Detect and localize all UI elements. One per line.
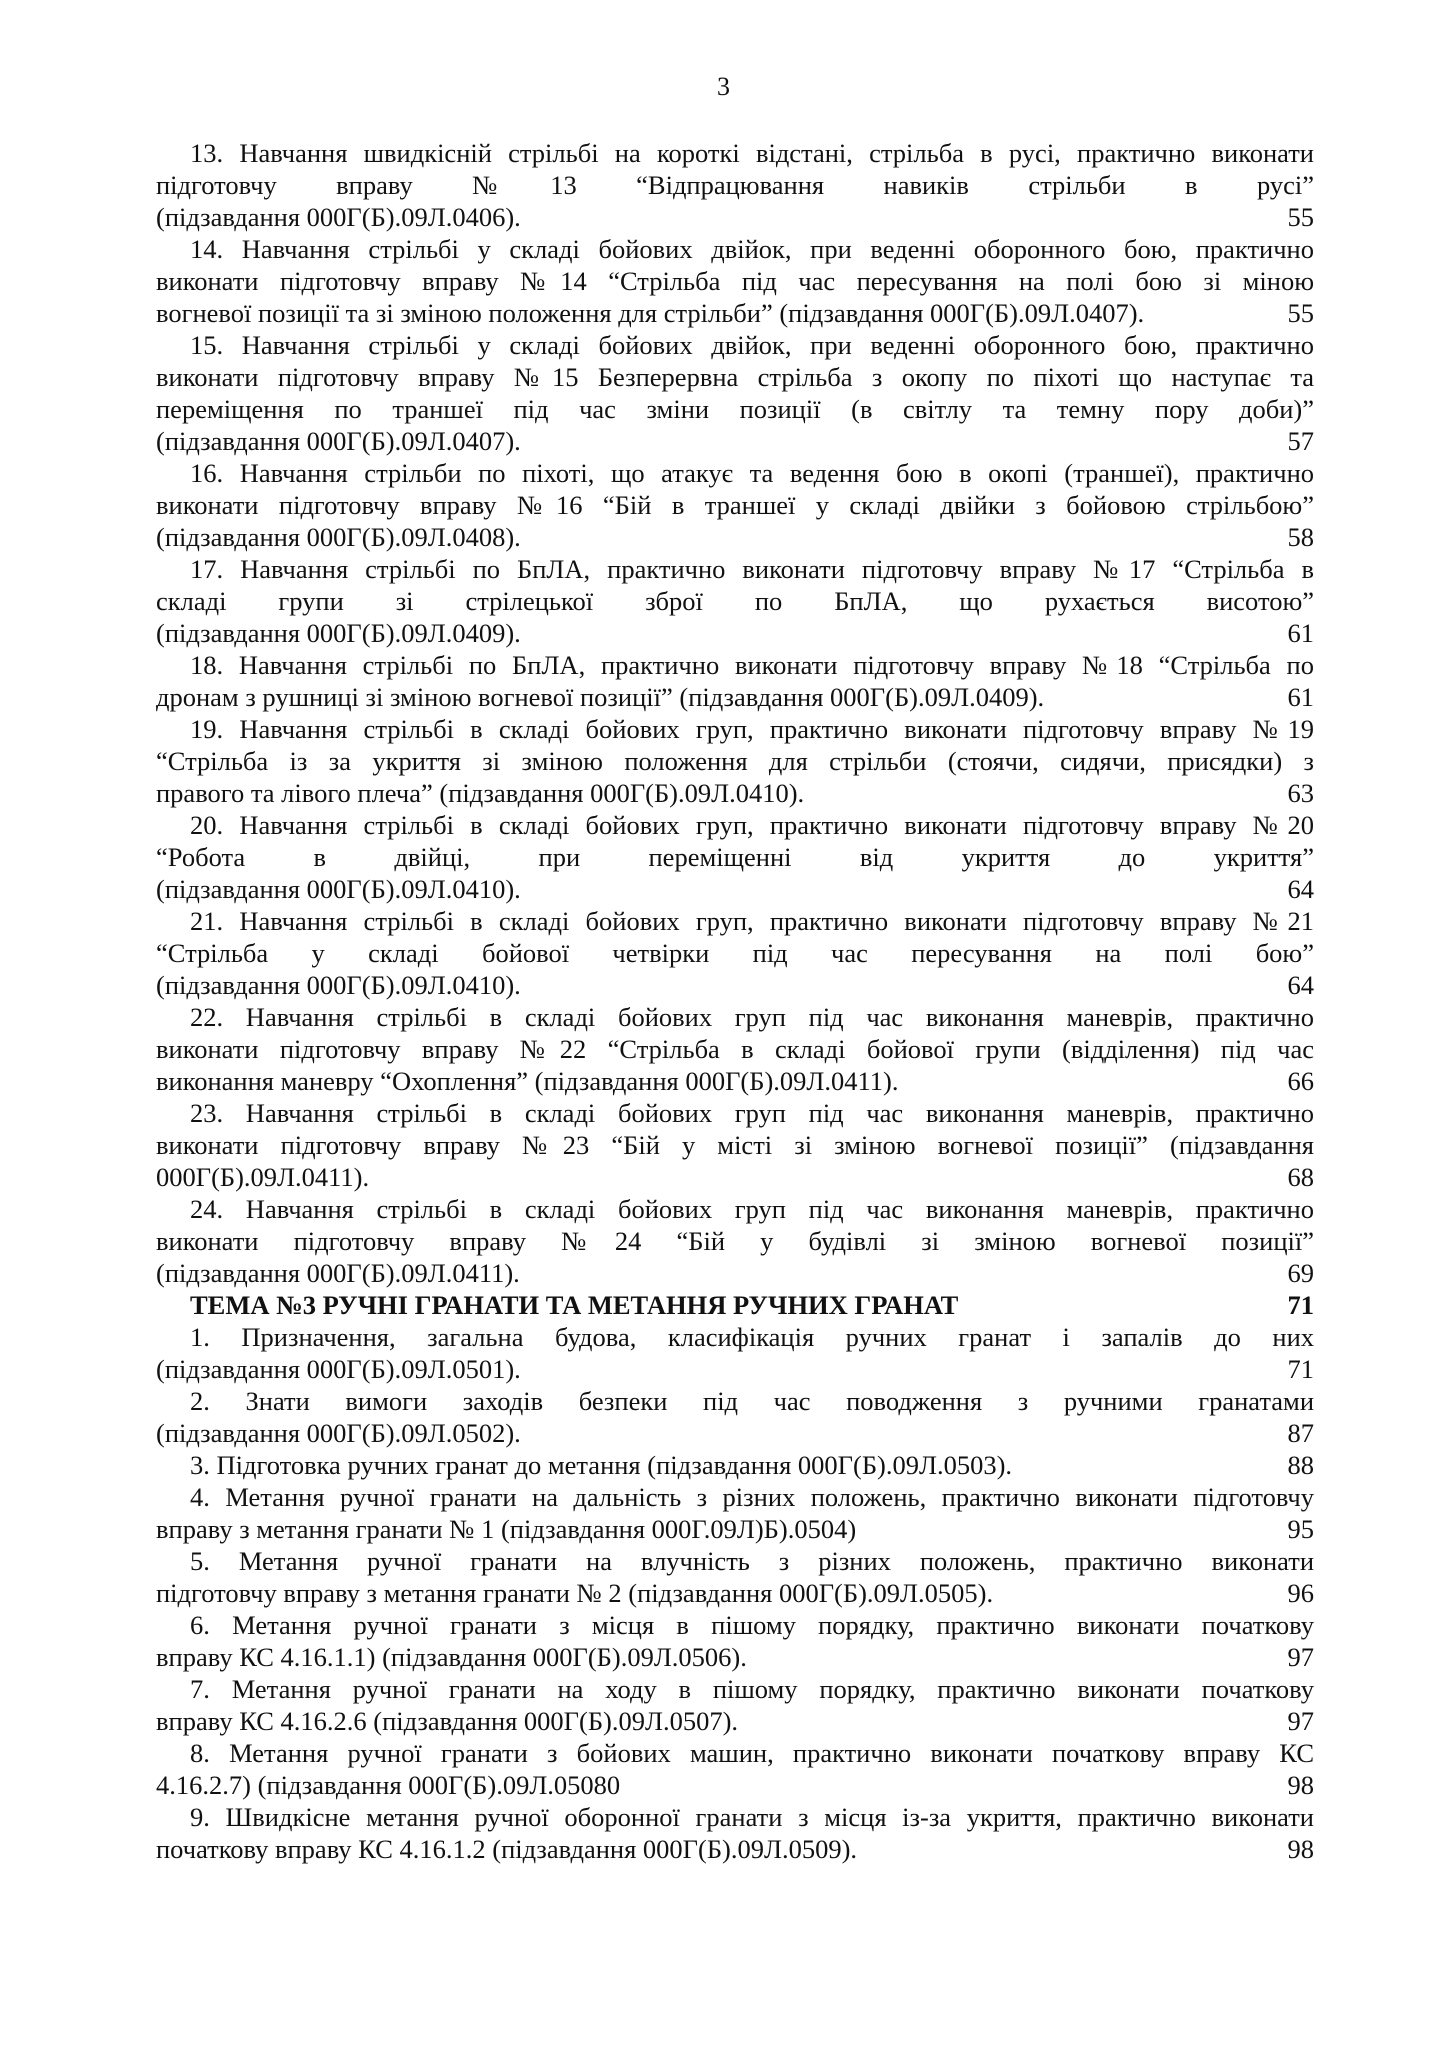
toc-entry-page: 68 bbox=[1287, 1162, 1314, 1192]
toc-entry-text: 000Г(Б).09Л.0411). bbox=[156, 1162, 370, 1192]
toc-entry-last-line bbox=[156, 969, 1314, 1001]
toc-entry-line: 18. Навчання стрільбі по БпЛА, практично виконати підготовчу вправу №18 “Стрільба по bbox=[190, 650, 1314, 680]
toc-entry-last-line bbox=[156, 425, 1314, 457]
toc-entry-line: 13. Навчання швидкісній стрільбі на короткі відстані, стрільба в русі, практично виконати bbox=[190, 138, 1314, 168]
toc-entry-text: вогневої позиції та зі зміною положення для стрільби” (підзавдання 000Г(Б).09Л.0407). bbox=[156, 298, 1145, 328]
toc-entry-last-line bbox=[156, 681, 1314, 713]
toc-entry-page: 88 bbox=[1287, 1450, 1314, 1480]
toc-entry-line: 1. Призначення, загальна будова, класифікація ручних гранат і запалів до них bbox=[190, 1322, 1314, 1352]
toc-entry-last-line bbox=[156, 201, 1314, 233]
toc-entry-text: (підзавдання 000Г(Б).09Л.0411). bbox=[156, 1258, 520, 1288]
toc-entry bbox=[156, 1449, 1314, 1481]
table-of-contents bbox=[156, 137, 1314, 1865]
toc-entry-last-line bbox=[156, 1513, 1314, 1545]
toc-entry-page: 61 bbox=[1287, 682, 1314, 712]
toc-entry-line: 23. Навчання стрільбі в складі бойових груп під час виконання маневрів, практично bbox=[190, 1098, 1314, 1128]
toc-entry-text: 4.16.2.7) (підзавдання 000Г(Б).09Л.05080 bbox=[156, 1770, 621, 1800]
toc-entry-page: 64 bbox=[1287, 874, 1314, 904]
toc-entry-line: виконати підготовчу вправу №22 “Стрільба в складі бойової групи (відділення) під час bbox=[156, 1034, 1314, 1064]
toc-entry-line: виконати підготовчу вправу №16 “Бій в траншеї у складі двійки з бойовою стрільбою” bbox=[156, 490, 1314, 520]
toc-entry-last-line bbox=[156, 1833, 1314, 1865]
toc-entry-last-line bbox=[156, 1161, 1314, 1193]
toc-entry-line: підготовчу вправу №13 “Відпрацювання навиків стрільби в русі” bbox=[156, 170, 1314, 200]
toc-entry-text: (підзавдання 000Г(Б).09Л.0409). bbox=[156, 618, 521, 648]
section-heading-page: 71 bbox=[1287, 1290, 1314, 1320]
toc-entry-line: 17. Навчання стрільбі по БпЛА, практично виконати підготовчу вправу №17 “Стрільба в bbox=[190, 554, 1314, 584]
toc-entry-last-line bbox=[156, 1353, 1314, 1385]
toc-entry-line: виконати підготовчу вправу №14 “Стрільба під час пересування на полі бою зі міною bbox=[156, 266, 1314, 296]
toc-entry bbox=[156, 809, 1314, 905]
toc-entry bbox=[156, 1001, 1314, 1097]
toc-entry-line: “Робота в двійці, при переміщенні від укриття до укриття” bbox=[156, 842, 1314, 872]
toc-entry-page: 63 bbox=[1287, 778, 1314, 808]
toc-entry-text: (підзавдання 000Г(Б).09Л.0410). bbox=[156, 970, 521, 1000]
toc-entry-last-line bbox=[156, 873, 1314, 905]
toc-entry-last-line bbox=[156, 1417, 1314, 1449]
toc-entry-last-line bbox=[156, 1449, 1314, 1481]
toc-entry bbox=[156, 329, 1314, 457]
toc-entry-line: “Стрільба із за укриття зі зміною положення для стрільби (стоячи, сидячи, присядки) з bbox=[156, 746, 1314, 776]
toc-entry-line: 24. Навчання стрільбі в складі бойових груп під час виконання маневрів, практично bbox=[190, 1194, 1314, 1224]
toc-entry-line: 15. Навчання стрільбі у складі бойових двійок, при веденні оборонного бою, практично bbox=[190, 330, 1314, 360]
toc-entry-last-line bbox=[156, 777, 1314, 809]
toc-entry-line: 2. Знати вимоги заходів безпеки під час поводження з ручними гранатами bbox=[190, 1386, 1314, 1416]
toc-entry-line: 8. Метання ручної гранати з бойових машин, практично виконати початкову вправу КС bbox=[190, 1738, 1314, 1768]
toc-entry-page: 97 bbox=[1287, 1642, 1314, 1672]
toc-entry-line: переміщення по траншеї під час зміни позиції (в світлу та темну пору доби)” bbox=[156, 394, 1314, 424]
toc-entry-line: 21. Навчання стрільбі в складі бойових груп, практично виконати підготовчу вправу №21 bbox=[190, 906, 1314, 936]
toc-entry-page: 66 bbox=[1287, 1066, 1314, 1096]
toc-entry-line: 22. Навчання стрільбі в складі бойових груп під час виконання маневрів, практично bbox=[190, 1002, 1314, 1032]
page-number: 3 bbox=[717, 72, 730, 101]
toc-entry bbox=[156, 713, 1314, 809]
toc-entry-line: складі групи зі стрілецької зброї по БпЛА, що рухається висотою” bbox=[156, 586, 1314, 616]
toc-entry-last-line bbox=[156, 297, 1314, 329]
toc-entry bbox=[156, 1737, 1314, 1801]
toc-entry-line: 6. Метання ручної гранати з місця в пішому порядку, практично виконати початкову bbox=[190, 1610, 1314, 1640]
toc-entry bbox=[156, 649, 1314, 713]
toc-entry bbox=[156, 457, 1314, 553]
toc-entry-page: 58 bbox=[1287, 522, 1314, 552]
toc-entry-page: 96 bbox=[1287, 1578, 1314, 1608]
toc-entry-line: 20. Навчання стрільбі в складі бойових груп, практично виконати підготовчу вправу №20 bbox=[190, 810, 1314, 840]
toc-entry-last-line bbox=[156, 1769, 1314, 1801]
toc-entry bbox=[156, 1801, 1314, 1865]
toc-entry-page: 95 bbox=[1287, 1514, 1314, 1544]
toc-entry-last-line bbox=[156, 1641, 1314, 1673]
toc-entry bbox=[156, 1673, 1314, 1737]
toc-entry-text: початкову вправу КС 4.16.1.2 (підзавдання 000Г(Б).09Л.0509). bbox=[156, 1834, 858, 1864]
toc-entry-text: виконання маневру “Охоплення” (підзавдання 000Г(Б).09Л.0411). bbox=[156, 1066, 899, 1096]
toc-entry bbox=[156, 1545, 1314, 1609]
toc-entry-page: 98 bbox=[1287, 1770, 1314, 1800]
toc-entry-page: 61 bbox=[1287, 618, 1314, 648]
toc-entry-last-line bbox=[156, 1577, 1314, 1609]
toc-entry-text: підготовчу вправу з метання гранати № 2 (підзавдання 000Г(Б).09Л.0505). bbox=[156, 1578, 994, 1608]
toc-entry-last-line bbox=[156, 1065, 1314, 1097]
toc-entry-last-line bbox=[156, 521, 1314, 553]
toc-entry-text: (підзавдання 000Г(Б).09Л.0501). bbox=[156, 1354, 521, 1384]
toc-entry-text: правого та лівого плеча” (підзавдання 000Г(Б).09Л.0410). bbox=[156, 778, 805, 808]
toc-entry-text: (підзавдання 000Г(Б).09Л.0407). bbox=[156, 426, 521, 456]
toc-entry-text: (підзавдання 000Г(Б).09Л.0502). bbox=[156, 1418, 521, 1448]
toc-entry-line: виконати підготовчу вправу №15 Безперервна стрільба з окопу по піхоті що наступає та bbox=[156, 362, 1314, 392]
toc-entry-text: дронам з рушниці зі зміною вогневої позиції” (підзавдання 000Г(Б).09Л.0409). bbox=[156, 682, 1045, 712]
toc-entry-text: вправу КС 4.16.2.6 (підзавдання 000Г(Б).09Л.0507). bbox=[156, 1706, 739, 1736]
toc-entry-line: виконати підготовчу вправу №24 “Бій у будівлі зі зміною вогневої позиції” bbox=[156, 1226, 1314, 1256]
toc-entry-text: (підзавдання 000Г(Б).09Л.0410). bbox=[156, 874, 521, 904]
toc-entry-line: 19. Навчання стрільбі в складі бойових груп, практично виконати підготовчу вправу №19 bbox=[190, 714, 1314, 744]
toc-entry bbox=[156, 1481, 1314, 1545]
toc-entry bbox=[156, 137, 1314, 233]
toc-entry bbox=[156, 1097, 1314, 1193]
toc-entry-line: 7. Метання ручної гранати на ходу в пішому порядку, практично виконати початкову bbox=[190, 1674, 1314, 1704]
toc-entry-page: 55 bbox=[1287, 202, 1314, 232]
toc-entry bbox=[156, 553, 1314, 649]
toc-entry-last-line bbox=[156, 1705, 1314, 1737]
toc-entry-line: 5. Метання ручної гранати на влучність з різних положень, практично виконати bbox=[190, 1546, 1314, 1576]
toc-entry-page: 55 bbox=[1287, 298, 1314, 328]
toc-entry-page: 97 bbox=[1287, 1706, 1314, 1736]
toc-entry bbox=[156, 1385, 1314, 1449]
toc-entry bbox=[156, 1321, 1314, 1385]
section-heading-text: ТЕМА №3 РУЧНІ ГРАНАТИ ТА МЕТАННЯ РУЧНИХ ГРАНАТ bbox=[190, 1290, 959, 1320]
toc-entry bbox=[156, 1193, 1314, 1289]
toc-entry-text: (підзавдання 000Г(Б).09Л.0406). bbox=[156, 202, 521, 232]
toc-entry-line: 14. Навчання стрільбі у складі бойових двійок, при веденні оборонного бою, практично bbox=[190, 234, 1314, 264]
toc-entry bbox=[156, 905, 1314, 1001]
toc-entry-page: 98 bbox=[1287, 1834, 1314, 1864]
toc-entry-page: 64 bbox=[1287, 970, 1314, 1000]
toc-entry-line: 9. Швидкісне метання ручної оборонної гранати з місця із-за укриття, практично виконати bbox=[190, 1802, 1314, 1832]
toc-entry-page: 87 bbox=[1287, 1418, 1314, 1448]
toc-entry-text: 3. Підготовка ручних гранат до метання (підзавдання 000Г(Б).09Л.0503). bbox=[190, 1450, 1013, 1480]
toc-entry-page: 71 bbox=[1287, 1354, 1314, 1384]
toc-entry-last-line bbox=[156, 617, 1314, 649]
toc-entry bbox=[156, 233, 1314, 329]
toc-entry-line: “Стрільба у складі бойової четвірки під час пересування на полі бою” bbox=[156, 938, 1314, 968]
toc-entry-line: виконати підготовчу вправу №23 “Бій у місті зі зміною вогневої позиції” (підзавдання bbox=[156, 1130, 1314, 1160]
toc-entry-line: 16. Навчання стрільби по піхоті, що атакує та ведення бою в окопі (траншеї), практично bbox=[190, 458, 1314, 488]
toc-entry-text: вправу КС 4.16.1.1) (підзавдання 000Г(Б).09Л.0506). bbox=[156, 1642, 747, 1672]
toc-entry-page: 69 bbox=[1287, 1258, 1314, 1288]
toc-entry-page: 57 bbox=[1287, 426, 1314, 456]
toc-entry-line: 4. Метання ручної гранати на дальність з різних положень, практично виконати підготовчу bbox=[190, 1482, 1314, 1512]
toc-entry-text: (підзавдання 000Г(Б).09Л.0408). bbox=[156, 522, 521, 552]
toc-entry bbox=[156, 1609, 1314, 1673]
toc-entry-text: вправу з метання гранати № 1 (підзавдання 000Г.09Л)Б).0504) bbox=[156, 1514, 857, 1544]
toc-entry-last-line bbox=[156, 1257, 1314, 1289]
section-heading bbox=[156, 1289, 1314, 1321]
